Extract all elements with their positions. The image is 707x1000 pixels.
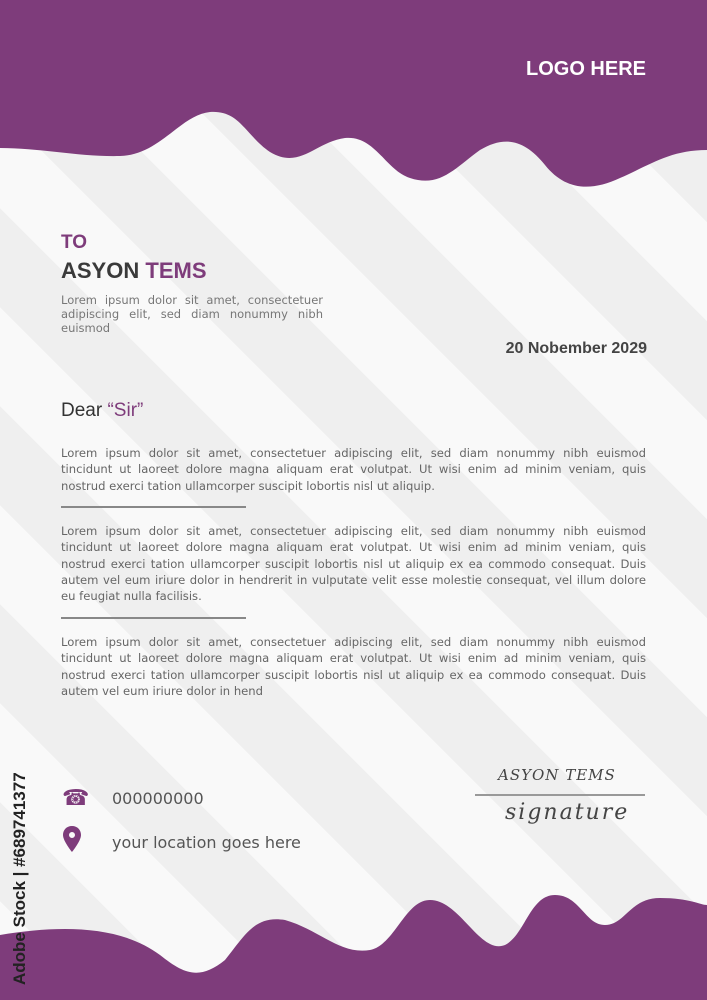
stock-id-watermark: Adobe Stock | #689741377 <box>10 772 29 985</box>
recipient-name-first: ASYON <box>61 258 140 283</box>
recipient-name <box>61 258 207 284</box>
to-label: TO <box>61 232 88 253</box>
signature-line <box>475 794 645 796</box>
salutation-dear: Dear <box>61 400 103 421</box>
contact-location <box>62 826 301 858</box>
letter-date: 20 Nobember 2029 <box>505 340 647 357</box>
recipient-address: Lorem ipsum dolor sit amet, consectetuer adipiscing elit, sed diam nonummy nibh euismod <box>61 293 323 335</box>
phone-icon: ☎ <box>62 786 90 811</box>
body-paragraph: Lorem ipsum dolor sit amet, consectetuer adipiscing elit, sed diam nonummy nibh euismod tincidunt ut laoreet dolore magna aliquam erat volutpat. Ut wisi enim ad minim veniam, quis nostrud exerci tation ullamcorper suscipit lobortis nisl ut aliquip. <box>61 446 646 493</box>
signature-name: ASYON TEMS <box>498 766 616 784</box>
location-pin-icon <box>62 826 112 858</box>
body-paragraph: Lorem ipsum dolor sit amet, consectetuer adipiscing elit, sed diam nonummy nibh euismod tincidunt ut laoreet dolore magna aliquam erat volutpat. Ut wisi enim ad minim veniam, quis nostrud exerci tation ullamcorper suscipit lobortis nisl ut aliquip ex ea commodo consequat. Duis autem vel eum iriure dolor in hend <box>61 635 646 698</box>
logo: LOGO HERE <box>525 58 646 80</box>
location-text: your location goes here <box>112 832 301 852</box>
body-paragraph: Lorem ipsum dolor sit amet, consectetuer adipiscing elit, sed diam nonummy nibh euismod tincidunt ut laoreet dolore magna aliquam erat volutpat. Ut wisi enim ad minim veniam, quis nostrud exerci tation ullamcorper suscipit lobortis nisl ut aliquip ex ea commodo consequat. Duis autem vel eum iriure dolor in hendrerit in vulputate velit esse molestie consequat, vel illum dolore eu feugiat nulla facilisis. <box>61 524 646 604</box>
divider <box>61 617 246 619</box>
footer-wave <box>0 880 707 1000</box>
recipient-name-second: TEMS <box>145 258 207 283</box>
salutation <box>61 400 143 422</box>
contact-phone <box>62 786 204 811</box>
divider <box>61 506 246 508</box>
salutation-title: “Sir” <box>107 400 144 421</box>
signature-label: signature <box>505 800 630 825</box>
phone-number: 000000000 <box>112 789 204 808</box>
header-wave <box>0 0 707 200</box>
